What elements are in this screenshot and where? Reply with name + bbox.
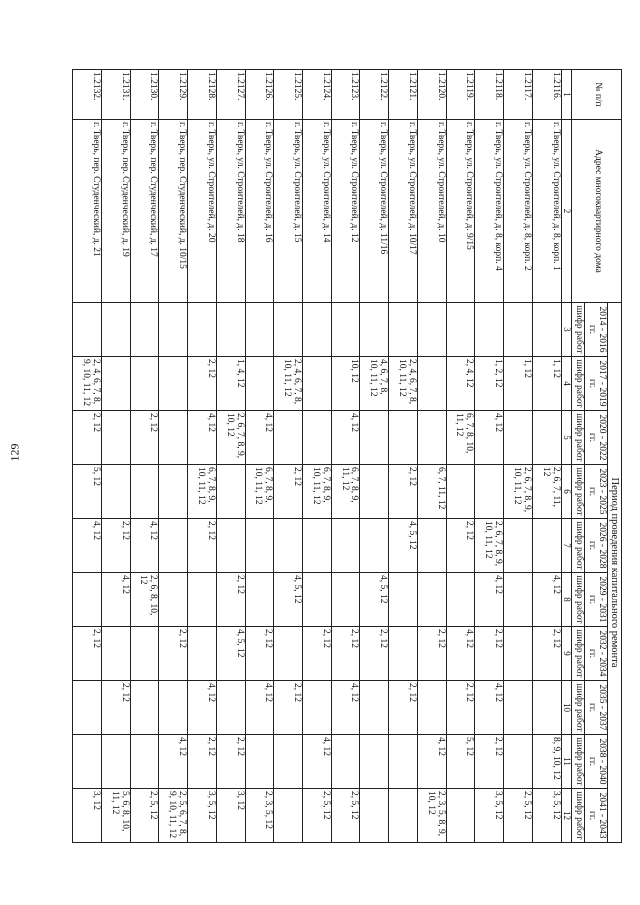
works-code-cell: 1, 4, 12 (216, 357, 245, 411)
table-row (446, 70, 475, 843)
column-number: 10 (561, 681, 571, 735)
works-code-cell: 3, 12 (216, 789, 245, 843)
table-row (331, 70, 360, 843)
works-code-cell (417, 681, 446, 735)
works-code-cell: 2, 6, 8, 10, 12 (130, 573, 159, 627)
works-code-cell: 2, 12 (245, 627, 274, 681)
works-code-cell (101, 411, 130, 465)
works-code-cell: 4, 12 (303, 735, 332, 789)
column-number: 11 (561, 735, 571, 789)
works-code-cell (245, 303, 274, 357)
works-code-cell: 5, 6, 8, 10, 11, 12 (101, 789, 130, 843)
works-code-cell (216, 465, 245, 519)
works-code-cell: 2, 12 (73, 627, 102, 681)
header-works-code: шифр работ (572, 681, 585, 735)
row-address: г. Тверь, ул. Строителей, д. 10/17 (389, 120, 418, 303)
works-code-cell: 3, 5, 12 (532, 789, 561, 843)
row-number: 1.2122. (360, 70, 389, 120)
works-code-cell (73, 735, 102, 789)
header-row-1 (607, 70, 621, 843)
works-code-cell (188, 573, 217, 627)
row-address: г. Тверь, ул. Строителей, д. 16 (245, 120, 274, 303)
table-row (303, 70, 332, 843)
works-code-cell: 2, 5, 12 (303, 789, 332, 843)
works-code-cell: 2, 3, 5, 12 (245, 789, 274, 843)
works-code-cell: 5, 12 (73, 465, 102, 519)
works-code-cell: 2, 5, 12 (504, 789, 533, 843)
works-code-cell (360, 411, 389, 465)
table-row (274, 70, 303, 843)
works-code-cell: 1, 12 (504, 357, 533, 411)
column-number: 8 (561, 573, 571, 627)
works-code-cell (216, 681, 245, 735)
works-code-cell (389, 303, 418, 357)
works-code-cell (101, 357, 130, 411)
works-code-cell (188, 303, 217, 357)
works-code-cell (303, 411, 332, 465)
works-code-cell (389, 573, 418, 627)
header-period-2: 2017 - 2019 гг. (585, 357, 608, 411)
works-code-cell: 2, 12 (188, 519, 217, 573)
table-row (389, 70, 418, 843)
works-code-cell: 3, 12 (73, 789, 102, 843)
works-code-cell: 6, 7, 8, 9, 10, 11, 12 (188, 465, 217, 519)
row-number: 1.2127. (216, 70, 245, 120)
works-code-cell (130, 735, 159, 789)
works-code-cell: 2, 12 (101, 681, 130, 735)
works-code-cell: 2, 4, 12 (446, 357, 475, 411)
works-code-cell (389, 627, 418, 681)
row-number: 1.2119. (446, 70, 475, 120)
works-code-cell (532, 303, 561, 357)
works-code-cell: 4, 5, 12 (216, 627, 245, 681)
row-number: 1.2124. (303, 70, 332, 120)
header-works-code: шифр работ (572, 627, 585, 681)
works-code-cell (504, 735, 533, 789)
column-number: 12 (561, 789, 571, 843)
repair-schedule-table (72, 69, 622, 843)
row-address: г. Тверь, пер. Студенческий, д. 19 (101, 120, 130, 303)
works-code-cell: 2, 12 (216, 573, 245, 627)
works-code-cell: 2, 12 (331, 627, 360, 681)
works-code-cell (475, 303, 504, 357)
works-code-cell (389, 789, 418, 843)
table-row (73, 70, 102, 843)
column-number: 4 (561, 357, 571, 411)
works-code-cell: 2, 12 (475, 627, 504, 681)
row-number: 1.2120. (417, 70, 446, 120)
works-code-cell: 4, 12 (188, 411, 217, 465)
works-code-cell (360, 681, 389, 735)
works-code-cell (188, 627, 217, 681)
works-code-cell (360, 465, 389, 519)
header-period-8: 2035 - 2037 гг. (585, 681, 608, 735)
row-address: г. Тверь, ул. Строителей, д. 14 (303, 120, 332, 303)
column-number: 2 (561, 120, 571, 303)
column-number: 5 (561, 411, 571, 465)
header-row-col-numbers (561, 70, 571, 843)
works-code-cell (303, 303, 332, 357)
works-code-cell (130, 303, 159, 357)
works-code-cell (303, 357, 332, 411)
works-code-cell (504, 519, 533, 573)
row-number: 1.2121. (389, 70, 418, 120)
works-code-cell (159, 681, 188, 735)
works-code-cell (446, 573, 475, 627)
table-row (360, 70, 389, 843)
works-code-cell (245, 357, 274, 411)
works-code-cell (274, 627, 303, 681)
header-period-6: 2029 - 2031 гг. (585, 573, 608, 627)
works-code-cell (532, 681, 561, 735)
column-number: 9 (561, 627, 571, 681)
works-code-cell (245, 573, 274, 627)
works-code-cell: 6, 7, 8, 9, 10, 11, 12 (303, 465, 332, 519)
works-code-cell: 2, 4, 6, 7, 8, 9, 10, 11, 12 (73, 357, 102, 411)
works-code-cell (331, 303, 360, 357)
works-code-cell (245, 519, 274, 573)
works-code-cell (274, 411, 303, 465)
works-code-cell: 4, 12 (101, 573, 130, 627)
works-code-cell (274, 303, 303, 357)
works-code-cell: 2, 5, 12 (331, 789, 360, 843)
works-code-cell (130, 681, 159, 735)
works-code-cell: 3, 5, 12 (188, 789, 217, 843)
works-code-cell: 2, 12 (475, 735, 504, 789)
works-code-cell: 2, 12 (130, 411, 159, 465)
header-period-7: 2032 - 2034 гг. (585, 627, 608, 681)
works-code-cell (417, 411, 446, 465)
works-code-cell (73, 303, 102, 357)
works-code-cell: 4, 12 (475, 681, 504, 735)
row-address: г. Тверь, ул. Строителей, д. 8, корп. 1 (532, 120, 561, 303)
works-code-cell: 2, 12 (389, 681, 418, 735)
works-code-cell (159, 303, 188, 357)
works-code-cell (360, 789, 389, 843)
works-code-cell (504, 411, 533, 465)
table-row (130, 70, 159, 843)
page-number-text: 129 (7, 443, 22, 462)
works-code-cell (360, 735, 389, 789)
works-code-cell: 2, 12 (446, 519, 475, 573)
works-code-cell: 2, 12 (274, 465, 303, 519)
row-number: 1.2117. (504, 70, 533, 120)
works-code-cell (417, 573, 446, 627)
works-code-cell (101, 627, 130, 681)
works-code-cell: 4, 12 (331, 411, 360, 465)
row-number: 1.2131. (101, 70, 130, 120)
table-row (417, 70, 446, 843)
works-code-cell (417, 519, 446, 573)
works-code-cell (101, 465, 130, 519)
row-address: г. Тверь, ул. Строителей, д. 9/15 (446, 120, 475, 303)
works-code-cell (159, 465, 188, 519)
works-code-cell (73, 681, 102, 735)
column-number: 7 (561, 519, 571, 573)
works-code-cell (331, 735, 360, 789)
header-works-code: шифр работ (572, 357, 585, 411)
works-code-cell: 4, 12 (475, 411, 504, 465)
table-row (504, 70, 533, 843)
works-code-cell: 2, 6, 7, 8, 9, 10, 11, 12 (504, 465, 533, 519)
works-code-cell: 4, 12 (532, 573, 561, 627)
works-code-cell (101, 303, 130, 357)
row-number: 1.2123. (331, 70, 360, 120)
works-code-cell: 1, 2, 12 (475, 357, 504, 411)
works-code-cell (446, 465, 475, 519)
works-code-cell: 2, 12 (303, 627, 332, 681)
works-code-cell (532, 411, 561, 465)
works-code-cell (159, 411, 188, 465)
row-address: г. Тверь, пер. Студенческий, д. 21 (73, 120, 102, 303)
column-number: 1 (561, 70, 571, 120)
works-code-cell (274, 519, 303, 573)
works-code-cell (159, 519, 188, 573)
header-period-4: 2023 - 2025 гг. (585, 465, 608, 519)
works-code-cell: 6, 7, 8, 10, 11, 12 (446, 411, 475, 465)
works-code-cell (389, 411, 418, 465)
works-code-cell (446, 303, 475, 357)
row-address: г. Тверь, ул. Строителей, д. 15 (274, 120, 303, 303)
works-code-cell: 4, 6, 7, 8, 10, 11, 12 (360, 357, 389, 411)
works-code-cell: 4, 12 (417, 735, 446, 789)
works-code-cell: 2, 5, 12 (130, 789, 159, 843)
row-address: г. Тверь, пер. Студенческий, д. 10/15 (159, 120, 188, 303)
works-code-cell: 2, 12 (101, 519, 130, 573)
header-period-9: 2038 - 2040 гг. (585, 735, 608, 789)
works-code-cell: 4, 12 (475, 573, 504, 627)
works-code-cell (417, 303, 446, 357)
works-code-cell (274, 789, 303, 843)
works-code-cell: 5, 12 (446, 735, 475, 789)
header-period: Период проведения капитального ремонта (607, 303, 621, 843)
works-code-cell (303, 573, 332, 627)
header-works-code: шифр работ (572, 573, 585, 627)
works-code-cell (504, 573, 533, 627)
works-code-cell: 6, 7, 11, 12 (417, 465, 446, 519)
works-code-cell: 2, 12 (216, 735, 245, 789)
works-code-cell: 10, 12 (331, 357, 360, 411)
works-code-cell: 2, 12 (389, 465, 418, 519)
works-code-cell (130, 627, 159, 681)
table-row (101, 70, 130, 843)
header-num: № п/п (572, 70, 622, 120)
works-code-cell: 2, 12 (360, 627, 389, 681)
works-code-cell (159, 573, 188, 627)
works-code-cell (360, 303, 389, 357)
repair-schedule-sheet (72, 69, 622, 842)
works-code-cell (101, 735, 130, 789)
works-code-cell: 4, 5, 12 (274, 573, 303, 627)
works-code-cell (417, 357, 446, 411)
row-number: 1.2126. (245, 70, 274, 120)
works-code-cell: 2, 12 (532, 627, 561, 681)
works-code-cell: 2, 12 (188, 735, 217, 789)
page-number (0, 0, 35, 905)
works-code-cell: 6, 7, 8, 9, 10, 11, 12 (245, 465, 274, 519)
works-code-cell (303, 519, 332, 573)
works-code-cell (389, 735, 418, 789)
row-address: г. Тверь, пер. Студенческий, д. 17 (130, 120, 159, 303)
table-row (475, 70, 504, 843)
works-code-cell: 4, 12 (130, 519, 159, 573)
works-code-cell: 2, 5, 6, 7, 8, 9, 10, 11, 12 (159, 789, 188, 843)
works-code-cell (331, 573, 360, 627)
works-code-cell: 3, 5, 12 (475, 789, 504, 843)
row-number: 1.2132. (73, 70, 102, 120)
row-address: г. Тверь, ул. Строителей, д. 8, корп. 2 (504, 120, 533, 303)
works-code-cell: 2, 3, 5, 8, 9, 10, 12 (417, 789, 446, 843)
row-address: г. Тверь, ул. Строителей, д. 20 (188, 120, 217, 303)
column-number: 6 (561, 465, 571, 519)
row-number: 1.2128. (188, 70, 217, 120)
works-code-cell (532, 519, 561, 573)
header-works-code: шифр работ (572, 303, 585, 357)
works-code-cell (130, 357, 159, 411)
works-code-cell: 4, 12 (245, 411, 274, 465)
works-code-cell: 4, 12 (188, 681, 217, 735)
works-code-cell: 2, 6, 7, 8, 9, 10, 11, 12 (475, 519, 504, 573)
works-code-cell (504, 627, 533, 681)
works-code-cell: 2, 12 (446, 681, 475, 735)
works-code-cell: 4, 5, 12 (389, 519, 418, 573)
works-code-cell: 4, 12 (331, 681, 360, 735)
header-period-3: 2020 - 2022 гг. (585, 411, 608, 465)
works-code-cell: 2, 6, 7, 11, 12 (532, 465, 561, 519)
works-code-cell: 4, 12 (159, 735, 188, 789)
works-code-cell (331, 519, 360, 573)
header-period-1: 2014 - 2016 гг. (585, 303, 608, 357)
works-code-cell: 4, 5, 12 (360, 573, 389, 627)
works-code-cell: 8, 9, 10, 12 (532, 735, 561, 789)
row-address: г. Тверь, ул. Строителей, д. 11/16 (360, 120, 389, 303)
works-code-cell: 2, 12 (417, 627, 446, 681)
header-works-code: шифр работ (572, 789, 585, 843)
row-address: г. Тверь, ул. Строителей, д. 8, корп. 4 (475, 120, 504, 303)
header-works-code: шифр работ (572, 465, 585, 519)
works-code-cell (475, 465, 504, 519)
table-row (159, 70, 188, 843)
works-code-cell: 4, 12 (73, 519, 102, 573)
works-code-cell (245, 735, 274, 789)
works-code-cell: 2, 12 (188, 357, 217, 411)
works-code-cell: 2, 12 (73, 411, 102, 465)
table-row (532, 70, 561, 843)
works-code-cell (360, 519, 389, 573)
row-address: г. Тверь, ул. Строителей, д. 10 (417, 120, 446, 303)
works-code-cell: 2, 4, 6, 7, 8, 10, 11, 12 (389, 357, 418, 411)
table-row (245, 70, 274, 843)
header-address: Адрес многоквартирного дома (572, 120, 622, 303)
works-code-cell (216, 519, 245, 573)
row-number: 1.2130. (130, 70, 159, 120)
works-code-cell (303, 681, 332, 735)
works-code-cell (504, 681, 533, 735)
row-address: г. Тверь, ул. Строителей, д. 18 (216, 120, 245, 303)
header-period-5: 2026 - 2028 гг. (585, 519, 608, 573)
header-period-10: 2041 - 2043 гг. (585, 789, 608, 843)
works-code-cell (216, 303, 245, 357)
works-code-cell (73, 573, 102, 627)
table-row (216, 70, 245, 843)
row-number: 1.2125. (274, 70, 303, 120)
works-code-cell: 2, 4, 6, 7, 8, 10, 11, 12 (274, 357, 303, 411)
works-code-cell: 4, 12 (245, 681, 274, 735)
works-code-cell: 2, 12 (274, 681, 303, 735)
works-code-cell (274, 735, 303, 789)
works-code-cell (130, 465, 159, 519)
row-number: 1.2116. (532, 70, 561, 120)
header-works-code: шифр работ (572, 519, 585, 573)
works-code-cell: 4, 12 (446, 627, 475, 681)
works-code-cell (504, 303, 533, 357)
works-code-cell: 6, 7, 8, 9, 11, 12 (331, 465, 360, 519)
row-number: 1.2129. (159, 70, 188, 120)
works-code-cell (446, 789, 475, 843)
row-number: 1.2118. (475, 70, 504, 120)
header-works-code: шифр работ (572, 735, 585, 789)
table-row (188, 70, 217, 843)
works-code-cell (159, 357, 188, 411)
works-code-cell: 1, 12 (532, 357, 561, 411)
row-address: г. Тверь, ул. Строителей, д. 12 (331, 120, 360, 303)
column-number: 3 (561, 303, 571, 357)
works-code-cell: 2, 12 (159, 627, 188, 681)
works-code-cell: 2, 6, 7, 8, 9, 10, 12 (216, 411, 245, 465)
header-works-code: шифр работ (572, 411, 585, 465)
